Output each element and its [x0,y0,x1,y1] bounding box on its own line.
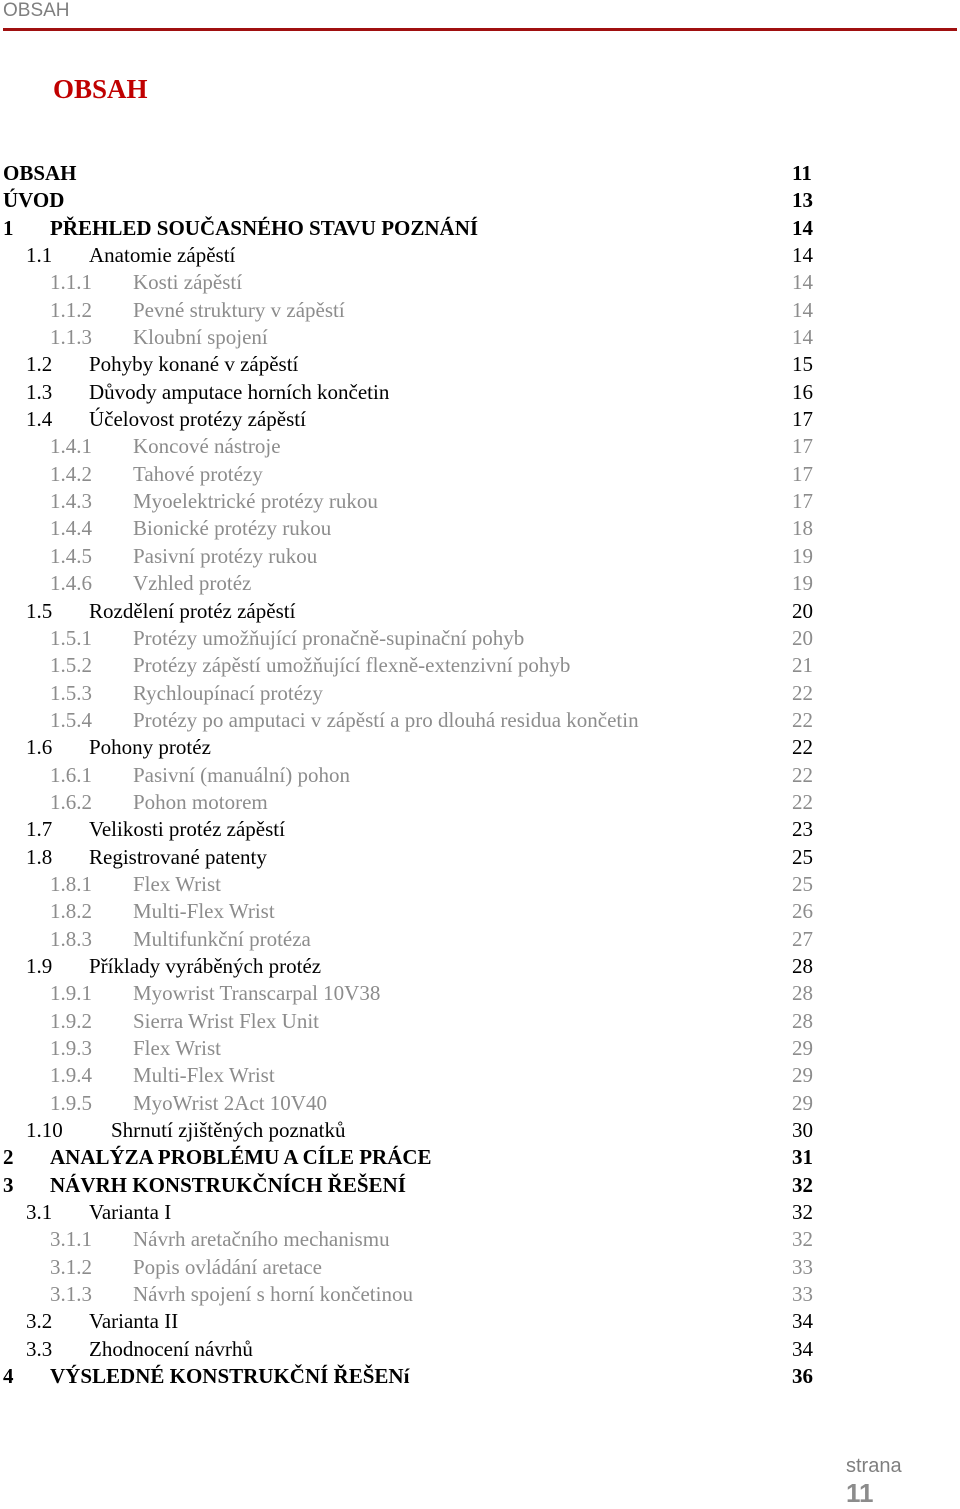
page-title: OBSAH [53,74,148,104]
toc-entry[interactable] [0,1090,960,1117]
toc-entry-page: 29 [792,1036,813,1060]
toc-entry[interactable] [0,242,960,269]
toc-entry-number: 1.1.3 [50,325,92,350]
toc-entry-number: 2 [3,1145,14,1170]
toc-entry-page: 25 [792,871,813,896]
toc-entry-page: 34 [792,1309,813,1334]
toc-entry-title: Registrované patenty [89,844,267,869]
toc-entry-number: 1.9.2 [50,1008,92,1033]
toc-entry-number: 1.9.1 [50,981,92,1006]
toc-entry-page: 32 [792,1200,813,1225]
toc-entry[interactable] [0,570,960,597]
toc-entry[interactable] [0,598,960,625]
running-header: OBSAH [3,0,70,21]
toc-entry[interactable] [0,816,960,843]
toc-entry-number: 1.4.1 [50,434,92,459]
toc-entry[interactable] [0,980,960,1007]
toc-entry-title: Protézy zápěstí umožňující flexně-extenzivní pohyb [133,653,571,678]
toc-entry-page: 34 [792,1336,813,1361]
toc-entry-title: Kosti zápěstí [133,270,243,295]
toc-entry-title: Protézy umožňující pronačně-supinační pohyb [133,625,525,650]
toc-entry-number: 1 [3,215,14,240]
toc-entry-page: 27 [792,926,813,951]
toc-entry-number: 3 [3,1172,14,1197]
toc-entry[interactable] [0,351,960,378]
toc-entry-page: 19 [792,571,813,596]
toc-entry-page: 22 [792,707,813,732]
toc-entry-number: 1.9.3 [50,1036,92,1060]
toc-entry-title: Flex Wrist [133,1036,222,1060]
toc-entry[interactable] [0,543,960,570]
toc-entry[interactable] [0,215,960,242]
toc-entry-page: 14 [792,297,813,322]
toc-entry-number: 1.8.2 [50,899,92,924]
toc-entry-number: 1.4.3 [50,489,92,514]
toc-entry[interactable] [0,324,960,351]
toc-entry-page: 22 [792,680,813,705]
toc-entry-page: 20 [792,598,813,623]
toc-entry-title: Bionické protézy rukou [133,516,332,541]
toc-entry-title: Popis ovládání aretace [133,1254,322,1279]
toc-entry-title: Pasivní protézy rukou [133,543,318,568]
toc-entry-page: 11 [792,161,812,185]
toc-entry[interactable] [0,379,960,406]
toc-entry[interactable] [0,1172,960,1199]
toc-entry[interactable] [0,1199,960,1226]
toc-entry-page: 36 [792,1364,813,1389]
toc-entry[interactable] [0,1062,960,1089]
toc-entry-page: 18 [792,516,813,541]
toc-entry-title: Zhodnocení návrhů [89,1336,253,1361]
toc-entry-number: 3.1.3 [50,1282,92,1307]
toc-entry-page: 22 [792,789,813,814]
toc-entry-number: 1.6.2 [50,789,92,814]
toc-entry-number: 1.3 [26,379,53,404]
toc-entry-page: 23 [792,817,813,842]
toc-entry[interactable] [0,461,960,488]
toc-entry-page: 19 [792,543,813,568]
toc-entry[interactable] [0,680,960,707]
toc-entry-page: 16 [792,379,813,404]
toc-entry-title: NÁVRH KONSTRUKČNÍCH ŘEŠENÍ [50,1172,406,1197]
toc-entry-title: Koncové nástroje [133,434,281,459]
toc-entry-title: VÝSLEDNÉ KONSTRUKČNÍ ŘEŠENí [50,1364,410,1389]
toc-entry-page: 15 [792,352,813,377]
toc-entry-title: PŘEHLED SOUČASNÉHO STAVU POZNÁNÍ [50,215,479,240]
toc-entry[interactable] [0,871,960,898]
toc-entry-page: 17 [792,489,813,514]
toc-entry[interactable] [0,926,960,953]
toc-entry[interactable] [0,515,960,542]
footer-page-number: 11 [846,1478,874,1508]
toc-entry-page: 21 [792,653,813,678]
toc-entry-title: Velikosti protéz zápěstí [89,817,285,842]
toc-entry[interactable] [0,1144,960,1171]
toc-entry-page: 33 [792,1254,813,1279]
toc-entry-number: 1.8.3 [50,926,92,951]
toc-entry-number: 1.4.4 [50,516,92,541]
toc-entry[interactable] [0,1035,960,1062]
toc-entry-number: 1.5.1 [50,625,92,650]
toc-entry-number: 1.4.5 [50,543,92,568]
toc-entry[interactable] [0,1226,960,1253]
toc-entry-number: 1.6 [26,735,53,760]
toc-entry-page: 20 [792,625,813,650]
toc-entry-title: OBSAH [3,161,77,185]
toc-entry-page: 22 [792,735,813,760]
toc-entry-title: Návrh aretačního mechanismu [133,1227,390,1252]
toc-entry-page: 17 [792,434,813,459]
toc-entry-title: Sierra Wrist Flex Unit [133,1008,319,1033]
toc-entry[interactable] [0,1008,960,1035]
toc-entry-number: 1.9.4 [50,1063,92,1088]
toc-entry-title: Návrh spojení s horní končetinou [133,1282,413,1307]
toc-entry-title: Varianta II [89,1309,179,1334]
toc-entry-page: 14 [792,215,813,240]
toc-entry-title: Pohony protéz [89,735,211,760]
toc-entry-title: Myowrist Transcarpal 10V38 [133,981,381,1006]
toc-entry-page: 14 [792,270,813,295]
toc-entry-number: 1.5 [26,598,53,623]
footer-page-label: strana [846,1455,902,1477]
toc-entry-page: 26 [792,899,813,924]
toc-entry-page: 30 [792,1118,813,1143]
toc-entry-title: Multifunkční protéza [133,926,311,951]
toc-entry-page: 28 [792,1008,813,1033]
toc-entry-page: 14 [792,325,813,350]
toc-entry[interactable] [0,433,960,460]
toc-entry-number: 1.6.1 [50,762,92,787]
toc-entry-title: Pasivní (manuální) pohon [133,762,350,787]
toc-entry[interactable] [0,1363,960,1390]
toc-entry-number: 1.9 [26,953,53,978]
toc-entry-page: 17 [792,461,813,486]
toc-entry-title: Kloubní spojení [133,325,268,350]
toc-entry-page: 32 [792,1227,813,1252]
toc-entry[interactable] [0,762,960,789]
toc-entry-title: Rychloupínací protézy [133,680,323,705]
toc-entry-title: ÚVOD [3,188,65,213]
toc-entry-title: ANALÝZA PROBLÉMU A CÍLE PRÁCE [50,1145,432,1170]
toc-entry-number: 1.5.4 [50,707,92,732]
toc-entry[interactable] [0,1308,960,1335]
toc-entry-number: 1.4.2 [50,461,92,486]
toc-entry-page: 29 [792,1090,813,1115]
toc-entry[interactable] [0,187,960,214]
toc-entry-number: 3.3 [26,1336,53,1361]
header-rule [3,28,957,31]
toc-entry-title: Rozdělení protéz zápěstí [89,598,296,623]
toc-entry[interactable] [0,1117,960,1144]
toc-entry-number: 4 [3,1364,14,1389]
toc-entry[interactable] [0,953,960,980]
toc-entry[interactable] [0,734,960,761]
table-of-contents [0,160,960,1390]
toc-entry-number: 1.1.2 [50,297,92,322]
toc-entry-page: 22 [792,762,813,787]
toc-entry[interactable] [0,707,960,734]
toc-entry-number: 3.2 [26,1309,53,1334]
toc-entry-title: Účelovost protézy zápěstí [89,407,306,432]
toc-entry-page: 28 [792,953,813,978]
toc-entry-title: Myoelektrické protézy rukou [133,489,378,514]
toc-entry-title: Varianta I [89,1200,172,1225]
toc-entry-number: 1.5.3 [50,680,92,705]
toc-entry[interactable] [0,488,960,515]
toc-entry-number: 1.4.6 [50,571,92,596]
toc-entry[interactable] [0,625,960,652]
toc-entry[interactable] [0,1281,960,1308]
toc-entry[interactable] [0,844,960,871]
toc-entry-number: 1.8.1 [50,871,92,896]
toc-entry-title: Pohon motorem [133,789,268,814]
toc-entry-number: 3.1.1 [50,1227,92,1252]
toc-entry-number: 1.1.1 [50,270,92,295]
toc-entry-page: 32 [792,1172,813,1197]
toc-entry-number: 1.1 [26,243,53,268]
toc-entry-title: Anatomie zápěstí [89,243,236,268]
toc-entry-number: 1.9.5 [50,1090,92,1115]
toc-entry-title: Vzhled protéz [133,571,252,596]
toc-entry[interactable] [0,652,960,679]
toc-entry-number: 1.4 [26,407,53,432]
toc-entry-number: 1.2 [26,352,53,377]
toc-entry-title: Důvody amputace horních končetin [89,379,390,404]
toc-entry-number: 1.8 [26,844,53,869]
toc-entry-page: 33 [792,1282,813,1307]
toc-entry[interactable] [0,160,960,187]
toc-entry[interactable] [0,789,960,816]
toc-entry-page: 31 [792,1145,813,1170]
toc-entry-number: 3.1.2 [50,1254,92,1279]
toc-entry[interactable] [0,297,960,324]
toc-entry-title: Pohyby konané v zápěstí [89,352,299,377]
toc-entry-number: 3.1 [26,1200,53,1225]
toc-entry-title: Protézy po amputaci v zápěstí a pro dlouhá residua končetin [133,707,639,732]
toc-entry[interactable] [0,406,960,433]
toc-entry-title: Tahové protézy [133,461,263,486]
toc-entry[interactable] [0,269,960,296]
toc-entry-page: 13 [792,188,813,213]
toc-entry-title: Pevné struktury v zápěstí [133,297,345,322]
toc-entry[interactable] [0,1336,960,1363]
toc-entry-title: Shrnutí zjištěných poznatků [111,1118,346,1143]
toc-entry-title: Multi-Flex Wrist [133,899,275,924]
toc-entry-page: 25 [792,844,813,869]
toc-entry-number: 1.10 [26,1118,63,1143]
toc-entry-page: 14 [792,243,813,268]
toc-entry-page: 17 [792,407,813,432]
toc-entry-number: 1.7 [26,817,53,842]
toc-entry-title: Příklady vyráběných protéz [89,953,322,978]
toc-entry-page: 28 [792,981,813,1006]
toc-entry-number: 1.5.2 [50,653,92,678]
toc-entry[interactable] [0,1254,960,1281]
toc-entry-title: MyoWrist 2Act 10V40 [133,1090,327,1115]
toc-entry-page: 29 [792,1063,813,1088]
toc-entry-title: Multi-Flex Wrist [133,1063,275,1088]
toc-entry-title: Flex Wrist [133,871,222,896]
toc-entry[interactable] [0,898,960,925]
